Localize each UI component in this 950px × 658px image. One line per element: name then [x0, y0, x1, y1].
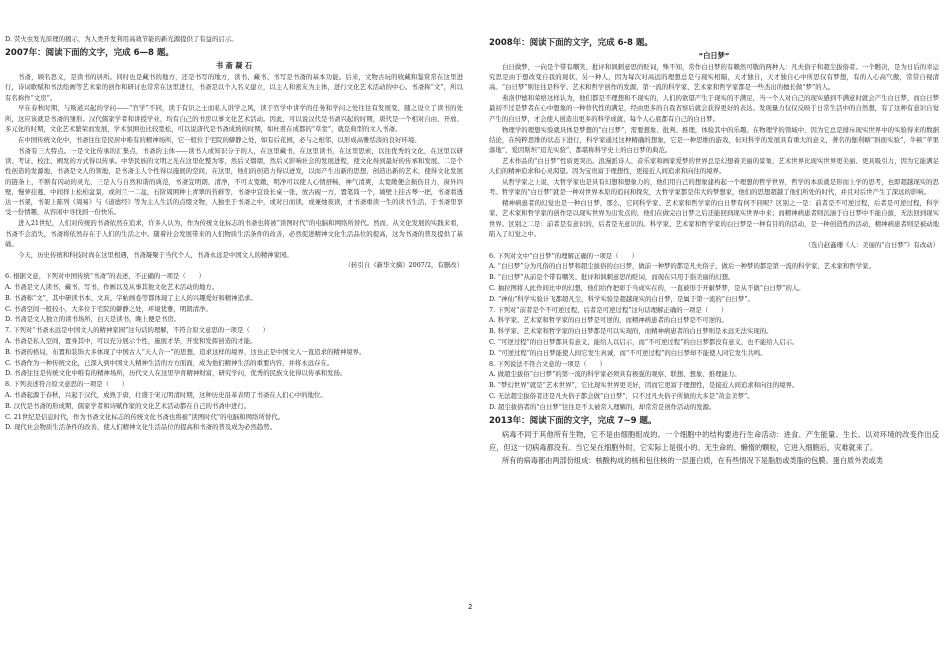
- option: D. 超尘拔俗者的“白日梦”往往是不太被常人理解的，却常常是创作活动的发源。: [489, 402, 716, 411]
- question: 7. 下列对“书斋永远是中国文人的精神家园”这句话的理解，不符合原文意思的一项是（ ）: [5, 326, 269, 335]
- option: A. 书斋起源于春秋，兴起于汉代，成熟于唐，壮盛于宋元明清时期，这种历史沿革表明了书斋在人们心中的地位。: [5, 391, 327, 399]
- paragraph: 艺术作品的“白日梦”性质更突出。浪漫派诗人、音乐家和画家爱梦的世界总是幻想着美丽的景象，艺术世界比现实世界更美丽、更具吸引力，因为它能满足人们的精神追求和心灵渴望。因为宝贵富于理想性，更接近人间追求和向往的境界。: [489, 156, 939, 176]
- page-number: 2: [468, 603, 473, 611]
- option: A. 书斋是私人空间，置身其中，可以充分展示个性，施展才华，开发和发挥创造的才能。: [5, 337, 257, 346]
- paragraph: 所有的病毒都由两部份组成：核酸构成的核和包住核的一层蛋白质，在有些情况下是脂肪或类脂的包膜。蛋白质外表或类: [502, 455, 883, 465]
- top-line: D. 荧火虫发光原理的揭示，为人类开发利用高效节能的新光源提供了有益的启示。: [5, 35, 238, 43]
- paragraph: 物理学的理想实验就具体是梦想的“白日梦”，需要想象、批判、推理，体验其中的乐趣。在物理学的领域中，因为它总是排斥现实世界中的实验得来的数据结论，在纯粹思维的状态下进行，科学家通过这种精确的想象，它是一种思维的游戏，但对科学的发展具有重大的意义，著名的伽利略“斜面实验”，牛顿“苹果落地”，爱因斯坦“追光实验”，都堪称科学史上的白日梦的典范。: [489, 125, 939, 155]
- option: B. 汉代是书斋的形成期，儒家学者和诗赋作家的文化艺术活动都在自己的书斋中进行。: [5, 401, 251, 410]
- option: C. 21世纪是信息时代，作为书斋文化标志的传统文化书斋也将被“读图时代”的电脑和网络所替代。: [5, 412, 285, 421]
- article-title: “白日梦”: [698, 51, 730, 60]
- option: D. 现代社会物质生活条件的改善，使人们精神文化生活品位的提高和书斋的普及成为必然趋势。: [5, 423, 276, 432]
- section-heading-2007: 2007年：阅读下面的文字，完成 6—8 题。: [5, 48, 174, 59]
- paragraph: 早在春秋时期，与斯道兴起的学问——“官学”不同，读于有识之士而私人讲学之风，读于官学中讲学的任务和学问之处往往有发展变，随之设立了读书的处所，这应该就是书斋的雏形。汉代儒家学者和讲授学业，均有自己的书房以事文化艺术活动。因此，可以说汉代是书斋兴起的时期，唐代是一个相对自由、开放、多元化的时期，文化艺术繁荣而发展，学术氛围也比较宽松，可以说唐代是书斋成熟的时期，如杜甫在成都的“草堂”，就是典型的文人书斋。: [5, 104, 463, 134]
- question: 6. 根据文意，下列对中国传统“书斋”的表述，不正确的一项是（ ）: [5, 272, 205, 281]
- option: B. 书斋称“文”，其中研读书本、文具、字帖画卷等都体现了主人的兴趣爱好和精神追求。: [5, 293, 257, 302]
- option: A. 书斋是文人读书、藏书、写书、作画以及从事其他文化艺术活动的地方。: [5, 283, 219, 292]
- option: D. “神仙”科学实验计飞都超凡尘，科学实验是超越现实的白日梦，是属于第一流的“白日梦”。: [489, 294, 754, 303]
- option: C. 书斋作为一种传统文化，已深入到中国文人精神生活的方方面面，成为他们精神生活的重要内容，并将永远存在。: [5, 358, 334, 367]
- paragraph: 从哲学家之上说，大哲学家也是具有幻想和想象力的，他们用自己的想象建构起一个理想的哲学世界，哲学的本质就是形而上学的思考，也即超越现实的思考。哲学家的“白日梦”就是一种对世界本原的追问和探究，大哲学家都是伟大的梦想家，他们的思想超越了他们所处的时代，并且对后世产生了深远的影响。: [489, 178, 939, 197]
- question: 8. 下列说法不符合文意的一项是（ ）: [489, 359, 606, 368]
- option: C. “可逆过程”的白日梦都具有意义，能给人以启示，而“不可逆过程”的白日梦都没有意义，也不能给人启示。: [489, 338, 799, 347]
- option: A. “白日梦”分为凡俗的白日梦和超尘拔俗的白日梦，做前一种梦的都是凡夫俗子，做后一种梦的都是第一流的科学家、艺术家和哲学家。: [489, 262, 875, 271]
- option: C. 书斋空间一般较小，大多位于宅院的僻静之处，环境优雅，明朗清净。: [5, 304, 212, 313]
- paragraph: 病毒不同于其他所有生物，它不是由细胞组成的。一个细胞中的结构要进行生命活动：进食、产生能量、生长、以对环境的改变作出反应，但这一切病毒都没有。当它呆在细胞外时，它实际上是很小的、无生命的、懒惰的颗粒，它进入细胞后，灾难就来了。: [489, 430, 939, 452]
- source-citation: （选自赵鑫珊《人：美丽的“白日梦”》有改动）: [804, 240, 939, 249]
- option: B. “白日梦”从前是个带有嘲笑、批评和讽刺意思的贬词，而现在只用于指美丽的幻想。: [489, 273, 735, 282]
- section-heading-2013: 2013年：阅读下面的文字，完成 7~9 题。: [489, 416, 657, 427]
- paragraph: 书斋有三大特点。一是文化传承的汇集点，书斋的主体——读书人或知识分子的人，在这里藏书，在这里读书，在这里思索，以往优秀的文化，在这里以研读、考证、校注、阐发的方式得以传承。中华民族的文明之光在这里化整为零，然后又熠熠，然后又影响社会的发展进程，使文化得到最好的传承和发展。二是个性创造的发源地，书斋是文人的领地，是书斋主人个性得以施展的空间，在这里，他们的创造力得以迸发，以而产生出新的思想，创造出新的艺术，使得文化发展的链条上，不断有闪动的灵光，三是人与自然和谐的典范，书斋宜明朗，清净，不可太宽敞，明净可以使人心情舒畅，神气清爽，太宽敞便会损伤目力，窗外四壁，慢萝挂蔓，中间择上松柏盆景，或剑兰一二盆，石阶周围种上青翠的苔藓等，书斋中宜设长桌一张，放古砚一方，置笔筒一个，墙壁上挂古琴一把，书斋看透达一书架，书架上陈列《周易》与《道德经》等为主人生活的点缀文物，人独坐于书斋之中，或对日而读，或兼烛夜读，才书斋重读一生的读书生活，于书斋里享受一份情趣，从容闲中寻找到一份快乐。: [5, 146, 463, 217]
- option: B. 书斋的格局，布置和装饰大多体现了中国古人“天人合一”的思想，追求这样的境界，这也正是中国文人一直追求的精神境界。: [5, 347, 366, 356]
- section-heading-2008: 2008年：阅读下面的文字，完成 6-8 题。: [489, 38, 653, 48]
- paragraph: 今天，历史传统和科技时尚在这里相遇，书斋凝聚于当代个人，书斋永远是中国文人的精神家园。: [18, 250, 293, 259]
- option: D. 书斋往往是传统文化中唯有的精神场所，历代文人在这里孕育精神财富，研究学问，优秀的民族文化得以传承和发扬。: [5, 369, 347, 378]
- right-column: [489, 34, 939, 468]
- option: C. 无法超尘拔俗者还是凡夫俗子都会做“白日梦”，只不过凡夫俗子所做的大多是“黄金美梦”。: [489, 392, 754, 400]
- left-column: [5, 34, 463, 433]
- source-citation: （转引自《新华文摘》2007/2，有删改）: [344, 261, 463, 270]
- paragraph: 在中国传统文化中，书斋往往是民居中唯有的精神场所，它一般位于宅院的僻静之处，如有后花园，必与之相邻，以形成高雅恬淡的良好环境。: [18, 135, 421, 144]
- question: 8. 下列表述符合原文意思的一项是（ ）: [5, 380, 129, 389]
- option: D. “可逆过程”的白日梦能使人间它发生真诚，而“不可逆过程”的白日梦却不能使人同它发生共鸣。: [489, 348, 767, 357]
- option: A. 做超尘拔俗“白日梦”的第一流的科学家必须具有极强的观察、联想、想象、推理能力。: [489, 370, 741, 379]
- option: C. 抽拉图将人此作间比中的幻想，他们给作把彰于当成实在的，一直被形于开耐梦梦，是从不做“白日梦”的人。: [489, 284, 805, 293]
- article-title: 书 斋 凝 石: [215, 61, 253, 71]
- paragraph: 进入21世纪，人们对传统的书斋依然在追求，许多人认为，作为传统文化标志的书斋也将被“读图时代”的电脑和网络所替代。然而，从文化发展的实践来看，书斋不会消失，书斋将依然存在于人们的生活之中。随着社会发展带来的人们物质生活条件的改善，必然促进精神文化生活品位的提高，这为书斋的普及提供了基础。: [5, 219, 463, 248]
- paragraph: 弗洛伊德和荣格这样认为，他们都是不理想和不现实的，人们的欲望产生于现实的不满足，当一个人对自己的现实感到不满意时就会产生白日梦，而白日梦最初不过是梦者在心中想象的一种替代性的满足，经由更多的自我省察后就会获得更好的表达。发现量力仅仅反映于日常生活中的自然想，有了这种有意识自觉产生的白日梦，才会使人创造出更多的科学成就，每个人心底都有自己的白日梦。: [489, 94, 939, 123]
- option: D. 书斋是文人独立的读书场所，白天是读书，晚上便是书房。: [5, 315, 181, 324]
- option: A. 科学家、艺术家和哲学家的白日梦是可逆的，而精神病患者的白日梦是不可逆的。: [489, 316, 728, 325]
- paragraph: 白日做梦，一向是个带有嘲笑、批评和讽刺意思的贬词，殊不知，常作白日梦的有赖然可敬的两种人：凡夫俗子和超尘拔俗者。一个瞧决，是为日后的幸运究思是由于想改变自我的现状，另一种人，因为每次对高远的理想总是与现实相隔，天才独自，天才独自心中所思仅有梦想，有的人心高气傲，常常自视清高。“白日梦”则往往是科学、艺术和哲学创作的发源、第一流的科学家、艺术家和哲学家都是一些杰出的擅长做“梦”的人。: [489, 62, 939, 92]
- question: 6. 下列对文中“白日梦”的理解正确的一项是（ ）: [489, 251, 638, 260]
- paragraph: 书斋，顾名思义，是读书的居所。同时也是藏书的地方，还是书写的地方，读书、藏书、书写是书斋的基本功能。后来，文物古玩的收藏和鉴赏常在这里进行，诗词歌赋和书法绘画等艺术家的创作和研讨也常常在这里进行，书斋是以个人名义建立，以主人和密友为主体，进行文化艺术活动的中心。书斋称“文”，所以有名称作“文房”。: [5, 73, 463, 102]
- question: 7. 下列对“前者是个不可逆过程，后者是可逆过程”这句话理解正确的一项是（ ）: [489, 305, 728, 314]
- option: B. “梦幻世界”就是“艺术世界”，它比现实世界更美好，因而它更富于理想性，是接近人间追求和向往的境界。: [489, 381, 799, 390]
- paragraph: 精神病患者的幻觉也是一种白日梦，那么，它同科学家、艺术家和哲学家的白日梦有何不同呢？区别之一是：前者是不可逆过程，后者是可逆过程，科学家、艺术家和哲学家的创作是以现实世界为出发点的，他们在做完白日梦之后还能回到现实世界中来；而精神病患者则沉湎于白日梦中不能自拔，无法回到现实世界。区别之二是：前者是有意识的，后者是无意识的。科学家、艺术家和哲学家的白日梦是一种有目的的活动，是一种创造性的活动，精神病患者则是被动地陷入了幻觉之中。: [489, 199, 939, 239]
- option: B. 科学家、艺术家和哲学家的白日梦都是可以实现的，而精神病患者的白日梦则是永远无法实现的。: [489, 327, 773, 336]
